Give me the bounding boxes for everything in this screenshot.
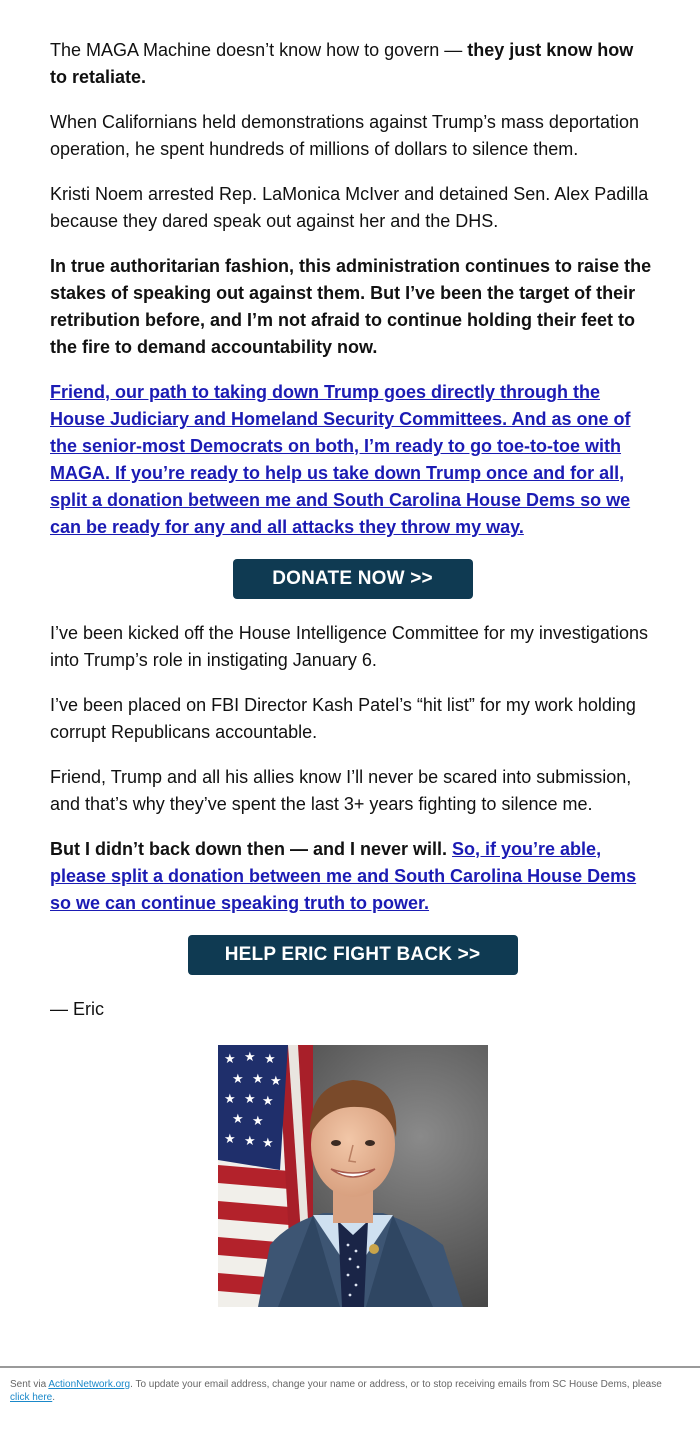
footer-sent-via: Sent via (10, 1379, 49, 1390)
donate-now-button[interactable]: DONATE NOW >> (233, 559, 473, 599)
portrait-illustration (218, 1045, 488, 1307)
svg-text:★: ★ (243, 1134, 256, 1149)
closing-donation-link[interactable]: So, if you’re able, please split a donation between me and South Carolina House Dems so we can continue speaking truth to power. (50, 839, 637, 913)
signature: — Eric (50, 999, 104, 1019)
svg-text:★: ★ (231, 1072, 244, 1087)
help-eric-fight-back-button[interactable]: HELP ERIC FIGHT BACK >> (188, 935, 518, 975)
footer-text (10, 1378, 670, 1404)
click-here-link[interactable]: click here (10, 1392, 53, 1403)
donate-button-row (50, 559, 655, 599)
svg-text:★: ★ (231, 1112, 244, 1127)
california-paragraph: When Californians held demonstrations against Trump’s mass deportation operation, he spent hundreds of millions of dollars to silence them. (50, 112, 639, 159)
closing-appeal-paragraph (50, 836, 655, 917)
closing-bold-text: But I didn’t back down then — and I never will. (50, 839, 453, 859)
portrait-photo (218, 1045, 488, 1307)
svg-text:★: ★ (251, 1072, 264, 1087)
help-button-row (50, 935, 655, 975)
never-scared-paragraph: Friend, Trump and all his allies know I’ll never be scared into submission, and that’s why they’ve spent the last 3+ years fighting to silence me. (50, 767, 632, 814)
donation-appeal-link[interactable]: Friend, our path to taking down Trump goes directly through the House Judiciary and Homeland Security Committees. And as one of the senior-most Democrats on both, I’m ready to go toe-to-toe with MAGA. If you’re ready to help us take down Trump once and for all, split a donation between me and South Carolina House Dems so we can be ready for any and all attacks they throw my way. (50, 382, 631, 537)
noem-paragraph: Kristi Noem arrested Rep. LaMonica McIver and detained Sen. Alex Padilla because they dared speak out against her and the DHS. (50, 184, 649, 231)
footer (0, 1366, 700, 1404)
svg-text:★: ★ (251, 1114, 264, 1129)
intelligence-committee-paragraph: I’ve been kicked off the House Intelligence Committee for my investigations into Trump’s role in instigating January 6. (50, 623, 648, 670)
footer-unsubscribe-text: . To update your email address, change your name or address, or to stop receiving emails from SC House Dems, please (130, 1379, 662, 1390)
intro-bold-text: they just know how to retaliate. (50, 40, 634, 87)
email-body (50, 37, 655, 1315)
footer-end: . (52, 1392, 56, 1403)
intro-text: The MAGA Machine doesn’t know how to govern — (50, 40, 468, 60)
authoritarian-paragraph: In true authoritarian fashion, this administration continues to raise the stakes of speaking out against them. But I’ve been the target of their retribution before, and I’m not afraid to continue holding their feet to the fire to demand accountability now. (50, 256, 652, 357)
hit-list-paragraph: I’ve been placed on FBI Director Kash Patel’s “hit list” for my work holding corrupt Republicans accountable. (50, 695, 636, 742)
svg-text:★: ★ (223, 1092, 236, 1107)
svg-text:★: ★ (261, 1136, 274, 1151)
portrait-row (50, 1045, 655, 1315)
intro-paragraph (50, 37, 655, 91)
svg-text:★: ★ (223, 1132, 236, 1147)
svg-text:★: ★ (269, 1074, 282, 1089)
svg-text:★: ★ (261, 1094, 274, 1109)
svg-text:★: ★ (263, 1052, 276, 1067)
svg-text:★: ★ (243, 1050, 256, 1065)
svg-text:★: ★ (223, 1052, 236, 1067)
actionnetwork-link[interactable]: ActionNetwork.org (48, 1379, 131, 1390)
svg-text:★: ★ (243, 1092, 256, 1107)
donation-appeal-paragraph (50, 379, 655, 541)
